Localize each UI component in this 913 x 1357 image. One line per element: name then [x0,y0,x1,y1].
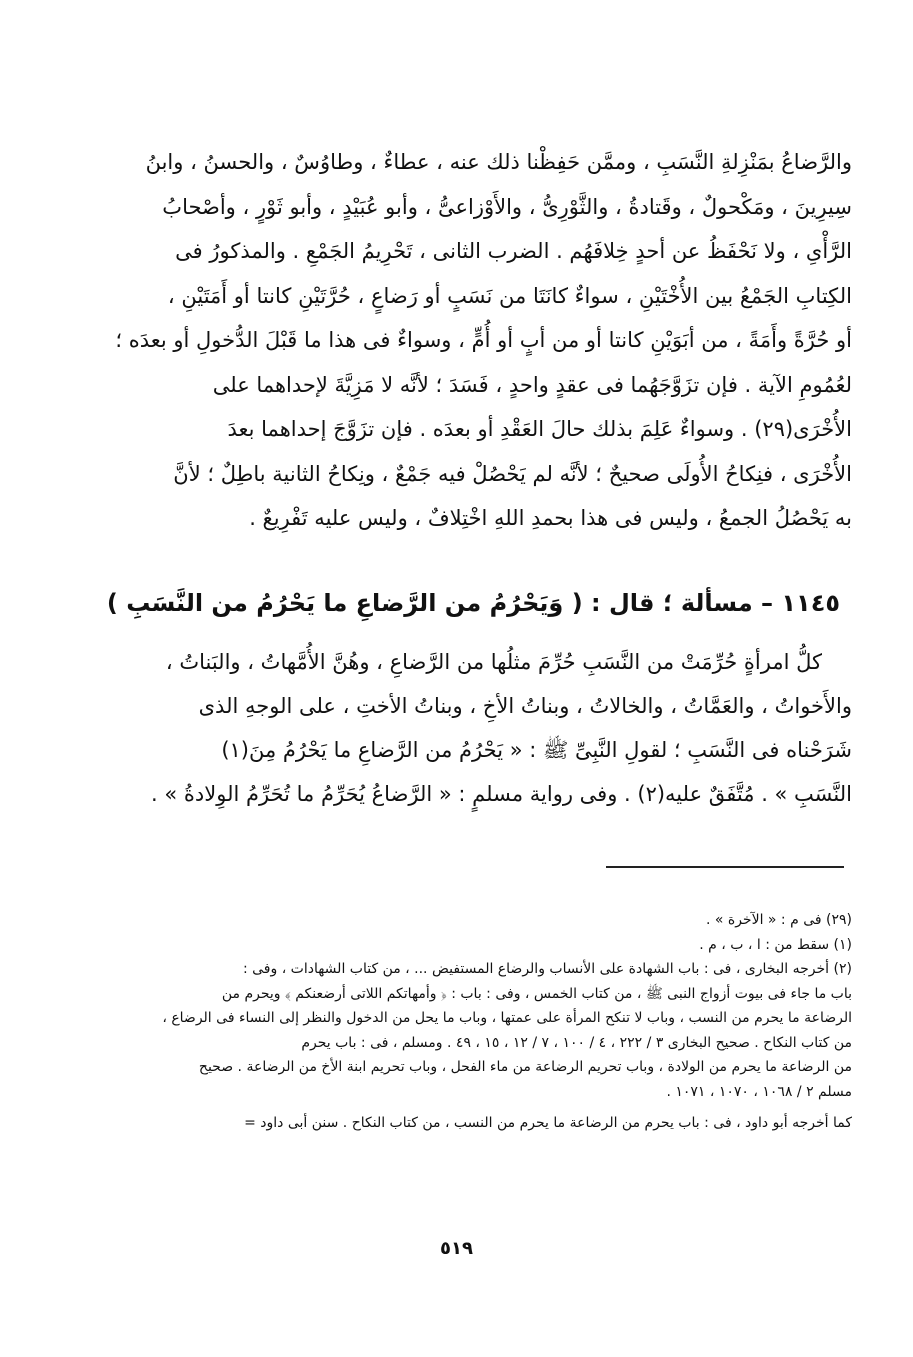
body-line: به يَحْصُلُ الجمعُ ، وليس فى هذا بحمدِ اللهِ اخْتِلافٌ ، وليس عليه تَفْرِيعٌ . [249,506,852,530]
footnote-line: كما أخرجه أبو داود ، فى : باب يحرم من الرضاعة ما يحرم من النسب ، من كتاب النكاح . سنن أبى داود = [244,1115,852,1131]
body-line: الأُخْرَى ، فنِكاحُ الأُولَى صحيحٌ ؛ لأنَّه لم يَحْصُلْ فيه جَمْعٌ ، ونِكاحُ الثانية باطِلٌ ؛ لأنَّ [173,461,852,486]
footnote-line: (٢) أخرجه البخارى ، فى : باب الشهادة على الأنساب والرضاع المستفيض ... ، من كتاب الشهادات ، وفى : [242,961,852,977]
body-line: شَرَحْناه فى النَّسَبِ ؛ لقولِ النَّبِىِّ ﷺ : « يَحْرُمُ من الرَّضاعِ ما يَحْرُمُ مِنَ(١) [221,738,852,762]
body-line: سِيرِينَ ، ومَكْحولٌ ، وقَتادةُ ، والثَّوْرِىُّ ، والأَوْزاعىُّ ، وأبو عُبَيْدٍ ، وأبو ثَوْرٍ ، وأصْحابُ [162,194,852,219]
body-line: الكِتابِ الجَمْعُ بين الأُخْتَيْنِ ، سواءٌ كانَتَا من نَسَبٍ أو رَضاعٍ ، حُرَّتَيْنِ كانتا أو أَمَتَيْنِ ، [167,283,852,308]
footnote-line: مسلم ٢ / ١٠٦٨ ، ١٠٧٠ ، ١٠٧١ . [666,1083,852,1100]
second-paragraph [112,640,852,816]
page-number: ٥١٩ [440,1238,473,1259]
body-line: أو حُرَّةً وأَمَةً ، من أبَوَيْنِ كانتا أو من أبٍ أو أُمٍّ ، وسواءٌ فى هذا ما قَبْلَ الدُّخولِ أو بعدَه ؛ [115,328,852,352]
body-line: كلُّ امرأةٍ حُرِّمَتْ من النَّسَبِ حُرِّمَ مثلُها من الرَّضاعِ ، وهُنَّ الأُمَّهاتُ ، والبَناتُ ، [165,650,822,674]
body-line: الرَّأْىِ ، ولا نَحْفَظُ عن أحدٍ خِلافَهُم . الضرب الثانى ، تَحْرِيمُ الجَمْعِ . والمذكورُ فى [175,239,852,263]
footnotes [112,908,852,1136]
body-line: لعُمُومِ الآية . فإن تزَوَّجَهُما فى عقدٍ واحدٍ ، فَسَدَ ؛ لأنَّه لا مَزِيَّةَ لإحداهما على [212,372,852,397]
footnote-line: (١) سقط من : ا ، ب ، م . [699,936,852,953]
body-line: والرَّضاعُ بمَنْزِلةِ النَّسَبِ ، وممَّن حَفِظْنا ذلك عنه ، عطاءٌ ، وطاوُسٌ ، والحسنُ ، وابنُ [145,150,852,174]
body-line: النَّسَبِ » . مُتَّفَقٌ عليه(٢) . وفى رواية مسلمٍ : « الرَّضاعُ يُحَرِّمُ ما تُحَرِّمُ الوِلادةُ » . [151,782,852,806]
section-number: ١١٤٥ [781,589,840,617]
footnote-line: الرضاعة ما يحرم من النسب ، وباب لا تنكح المرأة على عمتها ، وباب ما يحل من الدخول والنظر إلى النساء فى الرضاع ، [162,1010,852,1026]
body-line: الأُخْرَى(٢٩) . وسواءٌ عَلِمَ بذلك حالَ العَقْدِ أو بعدَه . فإن تزَوَّجَ إحداهما بعدَ [227,417,852,441]
main-paragraph [112,140,852,541]
section-heading [106,578,840,628]
section-title: مسألة ؛ قال : ( وَيَحْرُمُ من الرَّضاعِ ما يَحْرُمُ من النَّسَبِ ) [106,589,753,617]
section-dash: – [761,589,774,617]
footnote-line: من الرضاعة ما يحرم من الولادة ، وباب تحريم الرضاعة من ماء الفحل ، وباب تحريم ابنة الأخ من الرضاعة . صحيح [198,1059,852,1075]
body-line: والأَخواتُ ، والعَمَّاتُ ، والخالاتُ ، وبناتُ الأخِ ، وبناتُ الأختِ ، على الوجهِ الذى [198,694,852,718]
footnote-line: (٢٩) فى م : « الآخرة » . [705,912,852,928]
footnote-separator [606,866,844,868]
footnote-line: باب ما جاء فى بيوت أزواج النبى ﷺ ، من كتاب الخمس ، وفى : باب : ﴿ وأمهاتكم اللاتى أرضعنكم ﴾ ويحرم من [221,985,852,1002]
footnote-line: من كتاب النكاح . صحيح البخارى ٣ / ٢٢٢ ، ٤ / ١٠٠ ، ٧ / ١٢ ، ١٥ ، ٤٩ . ومسلم ، فى : باب يحرم [301,1034,852,1051]
